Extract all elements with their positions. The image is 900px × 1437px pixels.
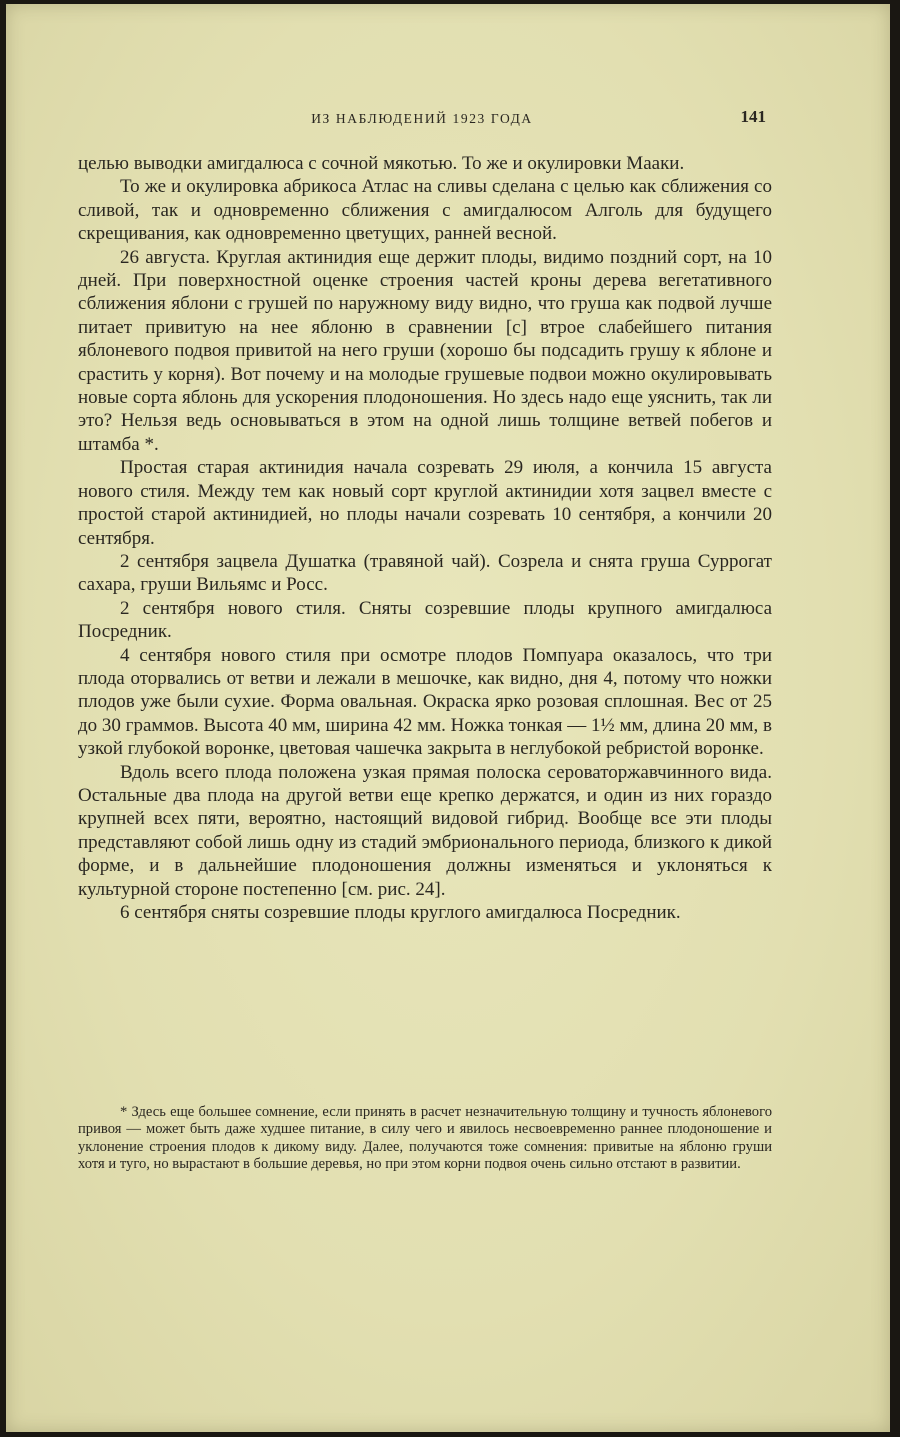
book-page [6,4,890,1432]
paragraph-september-2-dushatka: 2 сентября зацвела Душатка (травяной чай). Созрела и снята груша Суррогат сахара, груши Вильямс и Росс. [78,550,772,596]
paragraph-september-2-amygdalus: 2 сентября нового стиля. Сняты созревшие плоды крупного амигдалюса Посредник. [78,597,772,643]
paragraph-september-4-pompuar: 4 сентября нового стиля при осмотре плодов Помпуара оказалось, что три плода оторвались от ветви и лежали в мешочке, как видно, дня 4, потому что ножки плодов уже были сухие. Форма овальная. Окраска ярко розовая сплошная. Вес от 25 до 30 граммов. Высота 40 мм, ширина 42 мм. Ножка тонкая — 1½ мм, длина 20 мм, в узкой глубокой воронке, цветовая чашечка закрыта в неглубокой ребристой воронке. [78,644,772,760]
page-number: 141 [740,107,766,126]
paragraph-apricot-atlas: То же и окулировка абрикоса Атлас на сливы сделана с целью как сближения со сливой, так и одновременно сближения с амигдалюсом Алголь для будущего скрещивания, как одновременно цветущих, ранней весной. [78,176,772,245]
page-header [78,107,766,131]
paragraph-fruit-stripe: Вдоль всего плода положена узкая прямая полоска сероваторжавчинного вида. Остальные два плода на другой ветви еще крепко держатся, и один из них гораздо крупней всех пяти, вероятно, настоящий видовой гибрид. Вообще все эти плоды представляют собой лишь одну из стадий эмбрионального периода, близкого к дикой форме, и в дальнейшие плодоношения должны изменяться и уклоняться к культурной стороне постепенно [см. рис. 24]. [78,761,772,900]
footnote: * Здесь еще большее сомнение, если принять в расчет незначительную толщину и тучность яблоневого привоя — может быть даже худшее питание, в силу чего и явилось несвоевременно раннее плодоношение и уклонение строения плодов к дикому виду. Далее, получаются тоже сомнения: привитые на яблоню груши хотя и туго, но вырастают в большие деревья, но при этом корни подвоя очень сильно отстают в развитии. [78,1104,772,1173]
paragraph-actinidia-ripening: Простая старая актинидия начала созревать 29 июля, а кончила 15 августа нового стиля. Между тем как новый сорт круглой актинидии хотя зацвел вместе с простой старой актинидией, но плоды начали созревать 10 сентября, а кончили 20 сентября. [78,457,772,549]
paragraph-september-6: 6 сентября сняты созревшие плоды круглого амигдалюса Посредник. [120,902,681,923]
paragraph-continued: целью выводки амигдалюса с сочной мякотью. То же и окулировки Мааки. [78,153,685,174]
running-title: ИЗ НАБЛЮДЕНИЙ 1923 ГОДА [311,111,533,126]
body-text [78,152,772,924]
paragraph-august-26: 26 августа. Круглая актинидия еще держит плоды, видимо поздний сорт, на 10 дней. При поверхностной оценке строения частей кроны дерева вегетативного сближения яблони с грушей по наружному виду видно, что груша как подвой лучше питает привитую на нее яблоню в сравнении [с] втрое слабейшего питания яблоневого подвоя привитой на него груши (хорошо бы подсадить грушу к яблоне и срастить у корня). Вот почему и на молодые грушевые подвои можно окулировывать новые сорта яблонь для ускорения плодоношения. Но здесь надо еще уяснить, так ли это? Нельзя ведь основываться в этом на одной лишь толщине ветвей побегов и штамба *. [78,246,772,455]
